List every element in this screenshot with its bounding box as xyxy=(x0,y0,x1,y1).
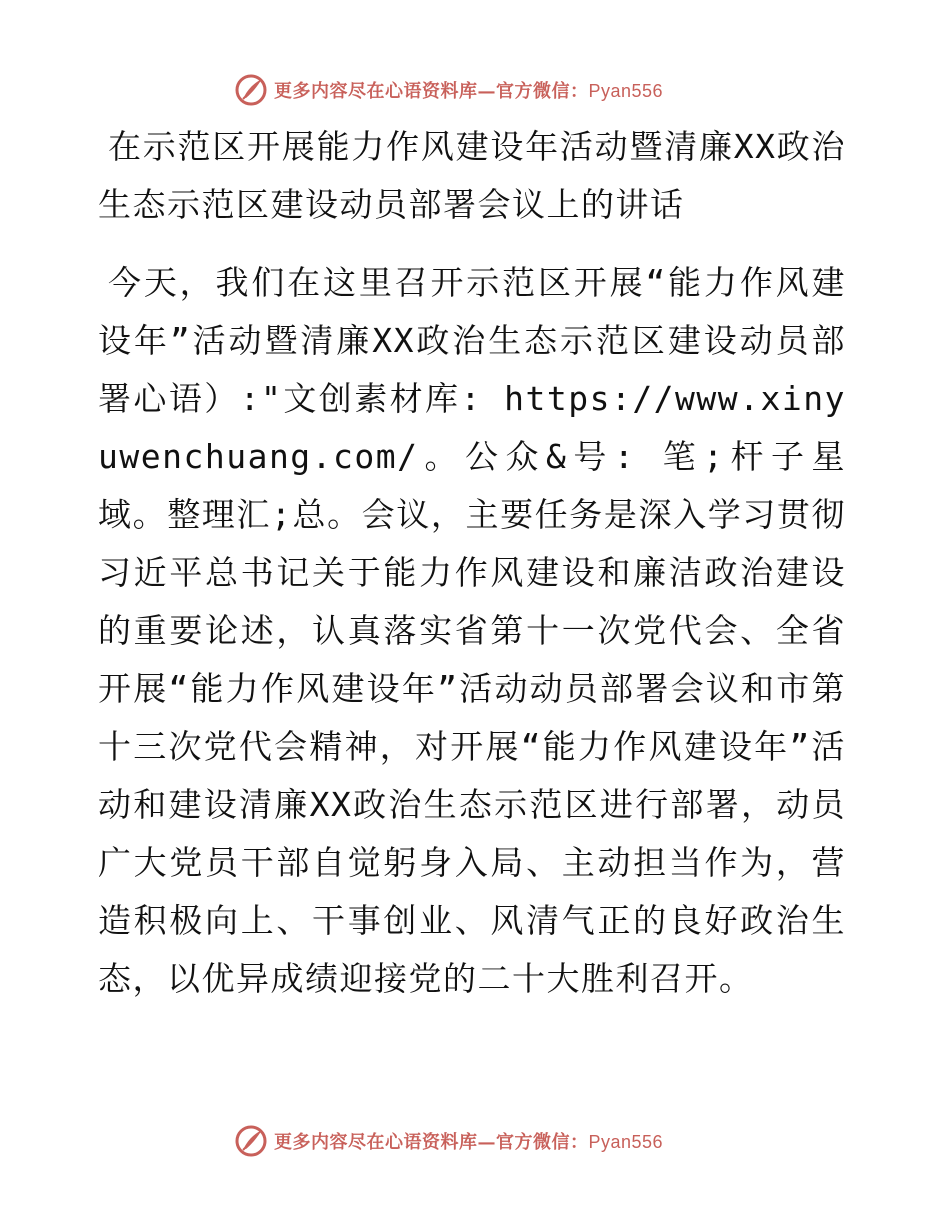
footer-wechat-handle: Pyan556 xyxy=(588,1132,664,1152)
header-banner-label: 更多内容尽在心语资料库—官方微信： xyxy=(274,81,589,102)
header-banner xyxy=(234,70,663,110)
footer-banner-label: 更多内容尽在心语资料库—官方微信： xyxy=(274,1132,589,1153)
footer-banner xyxy=(234,1121,663,1161)
quill-pen-logo-icon xyxy=(234,1124,268,1158)
document-body: 今天，我们在这里召开示范区开展“能力作风建设年”活动暨清廉XX政治生态示范区建设动员部署心语）:"文创素材库: https://www.xinyuwenchuang.com/。公众&号: 笔;杆子星域。整理汇;总。会议，主要任务是深入学习贯彻习近平总书记关于能力作风建设和廉洁政治建设的重要论述，认真落实省第十一次党代会、全省开展“能力作风建设年”活动动员部署会议和市第十三次党代会精神，对开展“能力作风建设年”活动和建设清廉XX政治生态示范区进行部署，动员广大党员干部自觉躬身入局、主动担当作为，营造积极向上、干事创业、风清气正的良好政治生态，以优异成绩迎接党的二十大胜利召开。 xyxy=(98,263,846,998)
document-content xyxy=(98,118,846,1008)
header-wechat-handle: Pyan556 xyxy=(588,81,664,101)
quill-pen-logo-icon xyxy=(234,73,268,107)
document-title: 在示范区开展能力作风建设年活动暨清廉XX政治生态示范区建设动员部署会议上的讲话 xyxy=(98,127,846,224)
footer-banner-text xyxy=(274,1128,663,1154)
header-banner-text xyxy=(274,77,663,103)
